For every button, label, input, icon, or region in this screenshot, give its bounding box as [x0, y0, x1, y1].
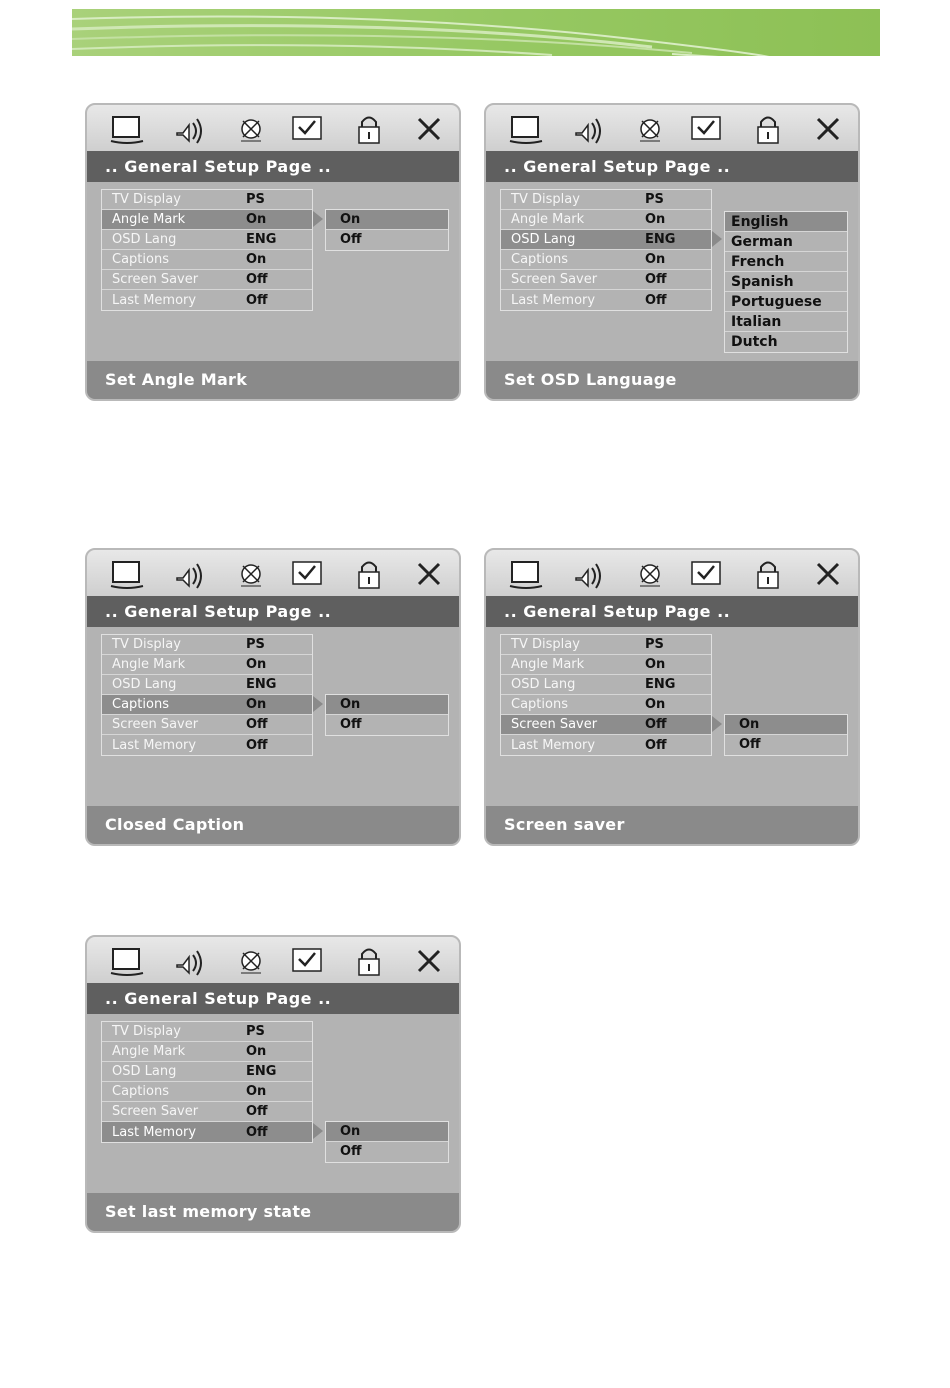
menu-item-value: On	[645, 252, 666, 267]
setup-panel	[484, 103, 860, 401]
menu-item-value: Off	[645, 737, 667, 753]
menu-item-value: PS	[645, 192, 664, 207]
menu-item-label: Captions	[511, 252, 568, 267]
tv-icon[interactable]	[506, 111, 546, 147]
audio-icon[interactable]	[568, 111, 608, 147]
tv-icon[interactable]	[107, 943, 147, 979]
menu-item-label: Last Memory	[112, 737, 197, 753]
menu-item-value: On	[645, 657, 666, 672]
menu-item-label: TV Display	[112, 192, 181, 207]
menu-item[interactable]	[102, 250, 312, 270]
menu-item-value: Off	[246, 737, 268, 753]
menu-item-label: Angle Mark	[112, 1044, 186, 1059]
menu-item-value: Off	[645, 717, 667, 732]
menu-item[interactable]	[501, 695, 711, 715]
exit-icon[interactable]	[409, 556, 449, 592]
settings-menu	[500, 189, 712, 311]
page-title: .. General Setup Page ..	[87, 151, 459, 182]
menu-item-label: TV Display	[112, 1024, 181, 1039]
submenu-option[interactable]: English	[725, 212, 847, 232]
setup-icon-bar	[87, 550, 459, 596]
exit-icon[interactable]	[808, 111, 848, 147]
submenu-option[interactable]: Off	[340, 232, 362, 247]
menu-item[interactable]	[102, 1122, 312, 1142]
menu-item[interactable]	[501, 230, 711, 250]
menu-item-label: Last Memory	[511, 292, 596, 308]
dolby-icon[interactable]	[231, 111, 271, 147]
menu-item-label: Captions	[112, 1084, 169, 1099]
menu-item-value: On	[246, 697, 267, 712]
menu-item[interactable]	[501, 190, 711, 210]
header-banner	[72, 9, 880, 56]
menu-item-value: PS	[645, 637, 664, 652]
menu-item[interactable]	[102, 715, 312, 735]
menu-item-value: PS	[246, 1024, 265, 1039]
menu-item-label: Angle Mark	[511, 657, 585, 672]
menu-item-value: ENG	[645, 677, 676, 692]
menu-item[interactable]	[102, 1022, 312, 1042]
setup-panel	[85, 548, 461, 846]
audio-icon[interactable]	[169, 943, 209, 979]
tv-icon[interactable]	[107, 556, 147, 592]
menu-item[interactable]	[102, 695, 312, 715]
menu-item-label: OSD Lang	[511, 677, 576, 692]
menu-item-label: Screen Saver	[511, 272, 598, 287]
menu-item-value: ENG	[246, 677, 277, 692]
lock-icon[interactable]	[748, 556, 788, 592]
menu-item-label: Last Memory	[511, 737, 596, 753]
menu-item-label: TV Display	[112, 637, 181, 652]
menu-item[interactable]	[501, 250, 711, 270]
dolby-icon[interactable]	[231, 556, 271, 592]
menu-item-value: Off	[645, 272, 667, 287]
banner-swoosh-decoration	[72, 9, 880, 56]
menu-item-value: On	[246, 252, 267, 267]
menu-item[interactable]	[102, 1042, 312, 1062]
lock-icon[interactable]	[349, 943, 389, 979]
menu-item-value: Off	[645, 292, 667, 308]
setup-icon-bar	[87, 937, 459, 983]
audio-icon[interactable]	[169, 111, 209, 147]
menu-item[interactable]	[501, 675, 711, 695]
menu-item[interactable]	[102, 210, 312, 230]
audio-icon[interactable]	[568, 556, 608, 592]
option-submenu	[325, 209, 449, 251]
menu-item-label: OSD Lang	[511, 232, 576, 247]
menu-item-value: Off	[246, 1124, 268, 1140]
menu-item-value: On	[246, 1044, 267, 1059]
status-hint: Closed Caption	[87, 806, 459, 844]
settings-menu	[500, 634, 712, 756]
submenu-option[interactable]: Off	[739, 737, 761, 752]
dolby-icon[interactable]	[630, 556, 670, 592]
tv-icon[interactable]	[107, 111, 147, 147]
setup-panel	[85, 103, 461, 401]
exit-icon[interactable]	[409, 943, 449, 979]
menu-item-label: Angle Mark	[112, 212, 186, 227]
page-title: .. General Setup Page ..	[87, 596, 459, 627]
menu-item-value: ENG	[645, 232, 676, 247]
menu-item-value: On	[246, 1084, 267, 1099]
status-hint: Set OSD Language	[486, 361, 858, 399]
menu-item[interactable]	[501, 715, 711, 735]
setup-icon-bar	[87, 105, 459, 151]
menu-item[interactable]	[501, 635, 711, 655]
menu-item[interactable]	[102, 1062, 312, 1082]
menu-item[interactable]	[102, 230, 312, 250]
submenu-arrow-icon	[712, 231, 722, 247]
preference-icon[interactable]	[287, 556, 327, 592]
menu-item-value: On	[246, 212, 267, 227]
menu-item[interactable]	[501, 210, 711, 230]
setup-panel	[484, 548, 860, 846]
submenu-option[interactable]: German	[725, 232, 847, 252]
submenu-option[interactable]: Off	[340, 1144, 362, 1159]
exit-icon[interactable]	[808, 556, 848, 592]
submenu-arrow-icon	[313, 696, 323, 712]
lock-icon[interactable]	[748, 111, 788, 147]
menu-item[interactable]	[102, 735, 312, 755]
menu-item[interactable]	[501, 270, 711, 290]
status-hint: Set Angle Mark	[87, 361, 459, 399]
preference-icon[interactable]	[287, 111, 327, 147]
option-submenu	[724, 211, 848, 353]
menu-item-value: Off	[246, 717, 268, 732]
submenu-option[interactable]: Dutch	[731, 334, 778, 350]
menu-item-label: Screen Saver	[112, 272, 199, 287]
menu-item-value: Off	[246, 292, 268, 308]
status-hint: Screen saver	[486, 806, 858, 844]
menu-item-label: TV Display	[511, 192, 580, 207]
preference-icon[interactable]	[686, 556, 726, 592]
settings-menu	[101, 189, 313, 311]
menu-item-label: Screen Saver	[112, 717, 199, 732]
menu-item[interactable]	[102, 270, 312, 290]
menu-item-value: On	[645, 212, 666, 227]
menu-item-label: Captions	[511, 697, 568, 712]
menu-item-label: Angle Mark	[511, 212, 585, 227]
submenu-option[interactable]: Spanish	[725, 272, 847, 292]
submenu-arrow-icon	[313, 1123, 323, 1139]
menu-item-label: Captions	[112, 252, 169, 267]
menu-item-value: Off	[246, 1104, 268, 1119]
menu-item[interactable]	[501, 655, 711, 675]
submenu-arrow-icon	[712, 716, 722, 732]
menu-item-value: On	[246, 657, 267, 672]
lock-icon[interactable]	[349, 111, 389, 147]
submenu-option[interactable]: On	[326, 210, 448, 230]
option-submenu	[724, 714, 848, 756]
menu-item-label: OSD Lang	[112, 232, 177, 247]
menu-item-value: PS	[246, 192, 265, 207]
menu-item[interactable]	[501, 735, 711, 755]
menu-item-label: Last Memory	[112, 1124, 197, 1140]
option-submenu	[325, 1121, 449, 1163]
menu-item-label: Last Memory	[112, 292, 197, 308]
setup-panel	[85, 935, 461, 1233]
submenu-option[interactable]: Portuguese	[725, 292, 847, 312]
menu-item-value: PS	[246, 637, 265, 652]
option-submenu	[325, 694, 449, 736]
submenu-option[interactable]: On	[326, 695, 448, 715]
menu-item-value: Off	[246, 272, 268, 287]
menu-item[interactable]	[102, 635, 312, 655]
exit-icon[interactable]	[409, 111, 449, 147]
menu-item-value: On	[645, 697, 666, 712]
page-title: .. General Setup Page ..	[486, 596, 858, 627]
menu-item-label: OSD Lang	[112, 677, 177, 692]
submenu-option[interactable]: On	[725, 715, 847, 735]
menu-item-value: ENG	[246, 232, 277, 247]
menu-item[interactable]	[102, 675, 312, 695]
preference-icon[interactable]	[287, 943, 327, 979]
menu-item[interactable]	[102, 290, 312, 310]
menu-item-label: Screen Saver	[511, 717, 598, 732]
settings-menu	[101, 634, 313, 756]
lock-icon[interactable]	[349, 556, 389, 592]
page-title: .. General Setup Page ..	[486, 151, 858, 182]
menu-item-label: Screen Saver	[112, 1104, 199, 1119]
setup-icon-bar	[486, 550, 858, 596]
menu-item-label: OSD Lang	[112, 1064, 177, 1079]
audio-icon[interactable]	[169, 556, 209, 592]
setup-icon-bar	[486, 105, 858, 151]
status-hint: Set last memory state	[87, 1193, 459, 1231]
page-title: .. General Setup Page ..	[87, 983, 459, 1014]
submenu-option[interactable]: On	[326, 1122, 448, 1142]
menu-item-label: TV Display	[511, 637, 580, 652]
menu-item[interactable]	[102, 655, 312, 675]
dolby-icon[interactable]	[231, 943, 271, 979]
menu-item-label: Angle Mark	[112, 657, 186, 672]
settings-menu	[101, 1021, 313, 1143]
menu-item-value: ENG	[246, 1064, 277, 1079]
menu-item[interactable]	[501, 290, 711, 310]
dolby-icon[interactable]	[630, 111, 670, 147]
preference-icon[interactable]	[686, 111, 726, 147]
menu-item-label: Captions	[112, 697, 169, 712]
menu-item[interactable]	[102, 1082, 312, 1102]
submenu-option[interactable]: Off	[340, 717, 362, 732]
submenu-option[interactable]: Italian	[725, 312, 847, 332]
menu-item[interactable]	[102, 190, 312, 210]
submenu-option[interactable]: French	[725, 252, 847, 272]
menu-item[interactable]	[102, 1102, 312, 1122]
submenu-arrow-icon	[313, 211, 323, 227]
tv-icon[interactable]	[506, 556, 546, 592]
